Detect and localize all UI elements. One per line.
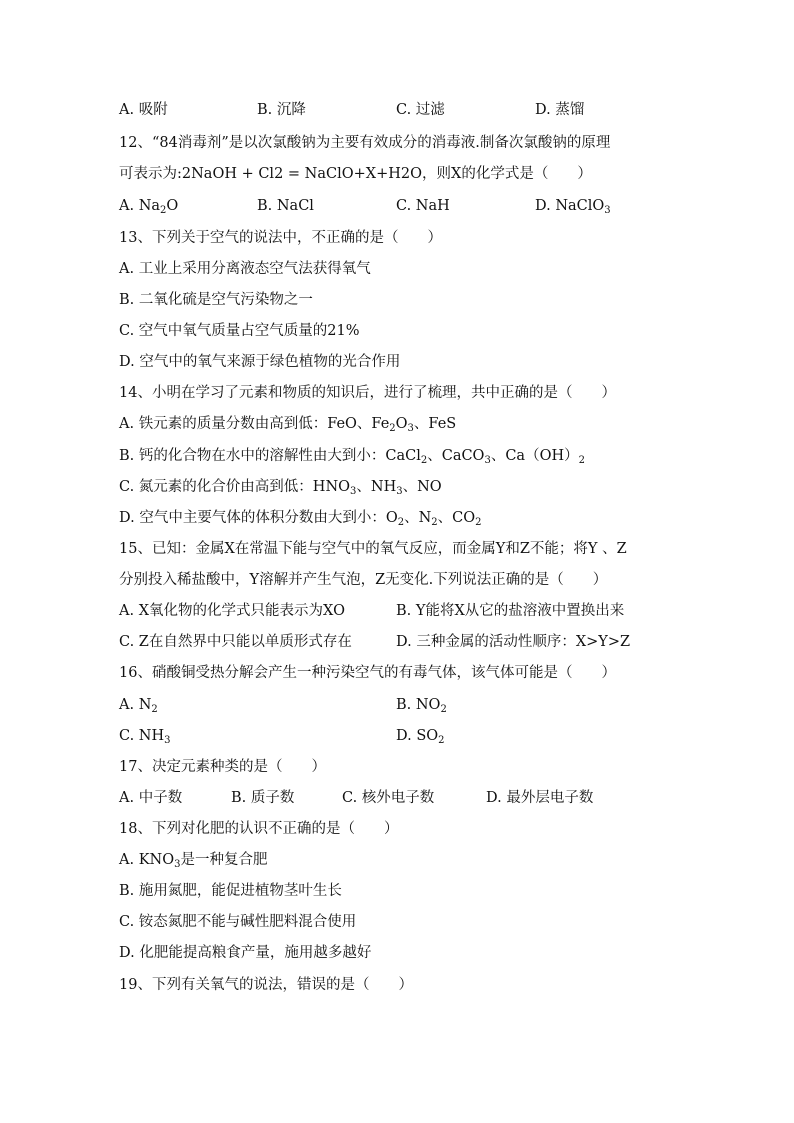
q12-stem-line2: 可表示为:2NaOH + Cl2 = NaClO+X+H2O，则X的化学式是（ ） <box>119 166 592 182</box>
q12-option-c: C. NaH <box>396 198 450 214</box>
q13-option-b: B. 二氧化硫是空气污染物之一 <box>119 292 313 308</box>
q12-option-d: D. NaClO$_3$ <box>535 198 611 216</box>
q19-stem: 19、下列有关氧气的说法，错误的是（ ） <box>119 977 413 993</box>
q14-option-b: B. 钙的化合物在水中的溶解性由大到小：CaCl$_2$、CaCO$_3$、$Ca(OH)_2$ <box>119 448 585 466</box>
q15-stem-line2: 分别投入稀盐酸中，Y溶解并产生气泡，Z无变化.下列说法正确的是（ ） <box>119 572 608 588</box>
q18-option-c: C. 铵态氮肥不能与碱性肥料混合使用 <box>119 914 357 930</box>
q14-stem: 14、小明在学习了元素和物质的知识后，进行了梳理，共中正确的是（ ） <box>119 385 616 401</box>
q17-stem: 17、决定元素种类的是（ ） <box>119 759 326 775</box>
q15-option-c: C. Z在自然界中只能以单质形式存在 <box>119 634 352 650</box>
q16-option-d: D. $SO_2$ <box>396 728 445 746</box>
q14-option-a: A. 铁元素的质量分数由高到低：FeO、$Fe_2O_3$、FeS <box>119 416 457 434</box>
q18-stem: 18、下列对化肥的认识不正确的是（ ） <box>119 821 399 837</box>
q13-stem: 13、下列关于空气的说法中，不正确的是（ ） <box>119 230 442 246</box>
q14-option-c: C. 氮元素的化合价由高到低：$HNO_3$、$NH_3$、NO <box>119 479 442 497</box>
q11-option-b: B. 沉降 <box>257 102 306 118</box>
q16-option-c: C. $NH_3$ <box>119 728 171 746</box>
q13-option-d: D. 空气中的氧气来源于绿色植物的光合作用 <box>119 354 401 370</box>
q18-option-a: A. $KNO_3$是一种复合肥 <box>119 852 268 870</box>
q11-option-d: D. 蒸馏 <box>535 102 585 118</box>
q16-option-b: B. $NO_2$ <box>396 697 447 715</box>
q15-stem-line1: 15、已知：金属X在常温下能与空气中的氧气反应，而金属Y和Z不能；将Y 、Z <box>119 541 627 557</box>
q15-option-b: B. Y能将X从它的盐溶液中置换出来 <box>396 603 625 619</box>
q15-option-d: D. 三种金属的活动性顺序：X>Y>Z <box>396 634 631 650</box>
q17-option-b: B. 质子数 <box>231 790 295 806</box>
q16-option-a: A. $N_2$ <box>119 697 158 715</box>
q12-stem-line1: 12、“84消毒剂”是以次氯酸钠为主要有效成分的消毒液.制备次氯酸钠的原理 <box>119 135 611 151</box>
q13-option-c: C. 空气中氧气质量占空气质量的21% <box>119 323 360 339</box>
q17-option-a: A. 中子数 <box>119 790 183 806</box>
q17-option-d: D. 最外层电子数 <box>486 790 594 806</box>
q12-option-a: A. $Na_2O$ <box>119 198 179 216</box>
q12-option-b: B. NaCl <box>257 198 314 214</box>
q14-option-d: D. 空气中主要气体的体积分数由大到小：$O_2$、$N_2$、$CO_2$ <box>119 510 482 528</box>
q18-option-d: D. 化肥能提高粮食产量，施用越多越好 <box>119 945 372 961</box>
q11-option-c: C. 过滤 <box>396 102 445 118</box>
q18-option-b: B. 施用氮肥，能促进植物茎叶生长 <box>119 883 342 899</box>
q16-stem: 16、硝酸铜受热分解会产生一种污染空气的有毒气体，该气体可能是（ ） <box>119 665 616 681</box>
q17-option-c: C. 核外电子数 <box>342 790 435 806</box>
q11-option-a: A. 吸附 <box>119 102 168 118</box>
q13-option-a: A. 工业上采用分离液态空气法获得氧气 <box>119 261 371 277</box>
q15-option-a: A. X氧化物的化学式只能表示为XO <box>119 603 345 619</box>
